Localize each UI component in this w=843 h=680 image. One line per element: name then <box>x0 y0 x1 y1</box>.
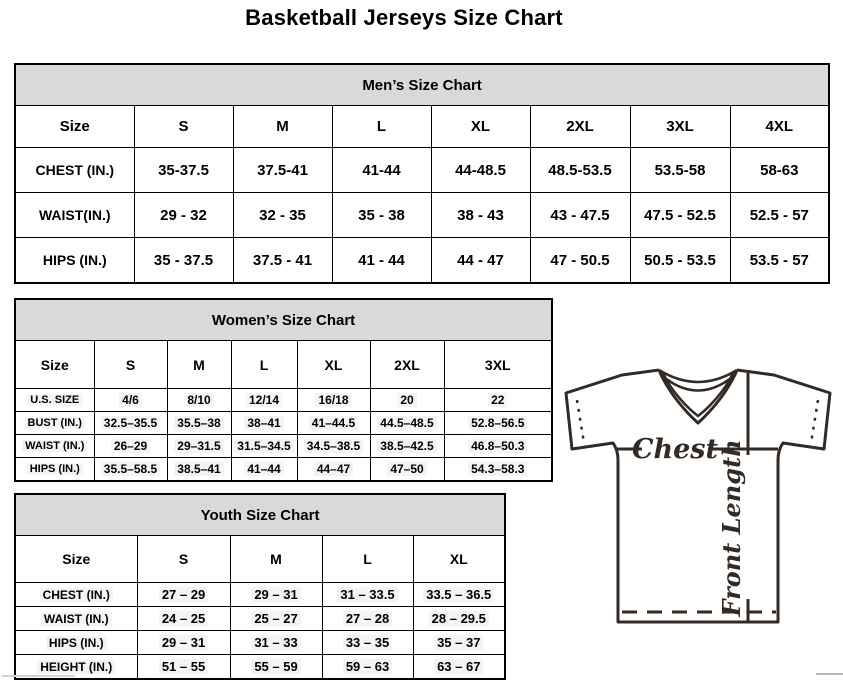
column-header: M <box>167 341 231 389</box>
column-header: M <box>233 106 332 148</box>
table-cell: 41–44.5 <box>297 412 370 435</box>
table-cell: 35-37.5 <box>134 148 233 193</box>
table-cell: 47–50 <box>370 458 444 482</box>
collar-band-arc-outer <box>659 370 737 382</box>
table-cell: 38.5–41 <box>167 458 231 482</box>
column-header: L <box>231 341 297 389</box>
table-cell: 38.5–42.5 <box>370 435 444 458</box>
table-cell: 38 - 43 <box>431 193 530 238</box>
table-cell: 53.5 - 57 <box>730 238 829 284</box>
row-label: CHEST (IN.) <box>15 583 137 607</box>
table-cell: 26–29 <box>94 435 167 458</box>
column-header: 2XL <box>530 106 630 148</box>
table-cell: 50.5 - 53.5 <box>630 238 730 284</box>
column-header: S <box>134 106 233 148</box>
row-label: HIPS (IN.) <box>15 458 94 482</box>
table-row <box>15 389 552 412</box>
table-cell: 33 – 35 <box>322 631 413 655</box>
table-cell: 28 – 29.5 <box>413 607 505 631</box>
table-row <box>15 583 505 607</box>
mens-chart-title: Men’s Size Chart <box>15 64 829 106</box>
youth-size-chart-table <box>14 493 506 680</box>
column-header: Size <box>15 536 137 583</box>
column-header-row <box>15 341 552 389</box>
table-cell: 54.3–58.3 <box>444 458 552 482</box>
table-cell: 22 <box>444 389 552 412</box>
table-cell: 29 – 31 <box>230 583 322 607</box>
table-cell: 44-48.5 <box>431 148 530 193</box>
table-cell: 34.5–38.5 <box>297 435 370 458</box>
table-row <box>15 655 505 680</box>
row-label: WAIST(IN.) <box>15 193 134 238</box>
table-cell: 32 - 35 <box>233 193 332 238</box>
scrollbar-fragment-right <box>816 673 843 675</box>
column-header: 3XL <box>630 106 730 148</box>
table-cell: 8/10 <box>167 389 231 412</box>
table-cell: 41–44 <box>231 458 297 482</box>
table-cell: 12/14 <box>231 389 297 412</box>
womens-size-chart-table <box>14 298 553 482</box>
table-cell: 43 - 47.5 <box>530 193 630 238</box>
jersey-outline <box>566 370 830 622</box>
table-cell: 41 - 44 <box>332 238 431 284</box>
table-row <box>15 435 552 458</box>
table-cell: 29–31.5 <box>167 435 231 458</box>
row-label: WAIST (IN.) <box>15 435 94 458</box>
column-header: L <box>322 536 413 583</box>
table-cell: 35.5–38 <box>167 412 231 435</box>
table-row <box>15 238 829 284</box>
chest-label: Chest <box>632 434 718 465</box>
table-cell: 53.5-58 <box>630 148 730 193</box>
table-cell: 4/6 <box>94 389 167 412</box>
row-label: BUST (IN.) <box>15 412 94 435</box>
table-cell: 20 <box>370 389 444 412</box>
table-cell: 52.8–56.5 <box>444 412 552 435</box>
womens-chart-title: Women’s Size Chart <box>15 299 552 341</box>
table-cell: 27 – 29 <box>137 583 230 607</box>
table-cell: 41-44 <box>332 148 431 193</box>
table-cell: 16/18 <box>297 389 370 412</box>
table-cell: 44 - 47 <box>431 238 530 284</box>
table-row <box>15 631 505 655</box>
mens-size-chart-table <box>14 63 830 284</box>
table-cell: 46.8–50.3 <box>444 435 552 458</box>
scrollbar-fragment-left <box>2 675 75 677</box>
page-title: Basketball Jerseys Size Chart <box>245 5 563 30</box>
row-label: U.S. SIZE <box>15 389 94 412</box>
table-cell: 51 – 55 <box>137 655 230 680</box>
mens-chart-title-row <box>15 64 829 106</box>
table-cell: 58-63 <box>730 148 829 193</box>
column-header: 4XL <box>730 106 829 148</box>
table-row <box>15 148 829 193</box>
table-cell: 63 – 67 <box>413 655 505 680</box>
table-cell: 33.5 – 36.5 <box>413 583 505 607</box>
table-cell: 29 – 31 <box>137 631 230 655</box>
table-cell: 31.5–34.5 <box>231 435 297 458</box>
table-row <box>15 458 552 482</box>
table-cell: 24 – 25 <box>137 607 230 631</box>
table-cell: 35 – 37 <box>413 631 505 655</box>
table-cell: 31 – 33.5 <box>322 583 413 607</box>
table-row <box>15 412 552 435</box>
table-cell: 29 - 32 <box>134 193 233 238</box>
table-cell: 55 – 59 <box>230 655 322 680</box>
row-label: CHEST (IN.) <box>15 148 134 193</box>
jersey-measurement-diagram <box>556 360 843 662</box>
table-cell: 44.5–48.5 <box>370 412 444 435</box>
column-header: 2XL <box>370 341 444 389</box>
table-cell: 44–47 <box>297 458 370 482</box>
column-header: L <box>332 106 431 148</box>
table-row <box>15 193 829 238</box>
table-row <box>15 607 505 631</box>
table-cell: 47 - 50.5 <box>530 238 630 284</box>
table-cell: 47.5 - 52.5 <box>630 193 730 238</box>
table-cell: 37.5-41 <box>233 148 332 193</box>
column-header: S <box>137 536 230 583</box>
right-cuff-dashed-line <box>811 400 818 443</box>
table-cell: 52.5 - 57 <box>730 193 829 238</box>
table-cell: 35.5–58.5 <box>94 458 167 482</box>
left-cuff-dashed-line <box>577 400 584 443</box>
column-header: Size <box>15 106 134 148</box>
table-cell: 48.5-53.5 <box>530 148 630 193</box>
front-length-label: Front Length <box>717 439 746 617</box>
row-label: WAIST (IN.) <box>15 607 137 631</box>
table-cell: 35 - 37.5 <box>134 238 233 284</box>
column-header-row <box>15 106 829 148</box>
row-label: HIPS (IN.) <box>15 238 134 284</box>
womens-chart-title-row <box>15 299 552 341</box>
column-header: XL <box>297 341 370 389</box>
youth-chart-title: Youth Size Chart <box>15 494 505 536</box>
row-label: HEIGHT (IN.) <box>15 655 137 680</box>
column-header: XL <box>413 536 505 583</box>
youth-chart-title-row <box>15 494 505 536</box>
table-cell: 25 – 27 <box>230 607 322 631</box>
column-header: XL <box>431 106 530 148</box>
table-cell: 35 - 38 <box>332 193 431 238</box>
row-label: HIPS (IN.) <box>15 631 137 655</box>
column-header: M <box>230 536 322 583</box>
table-cell: 38–41 <box>231 412 297 435</box>
table-cell: 32.5–35.5 <box>94 412 167 435</box>
column-header: S <box>94 341 167 389</box>
table-cell: 37.5 - 41 <box>233 238 332 284</box>
table-cell: 59 – 63 <box>322 655 413 680</box>
column-header: Size <box>15 341 94 389</box>
table-cell: 31 – 33 <box>230 631 322 655</box>
table-cell: 27 – 28 <box>322 607 413 631</box>
column-header: 3XL <box>444 341 552 389</box>
column-header-row <box>15 536 505 583</box>
